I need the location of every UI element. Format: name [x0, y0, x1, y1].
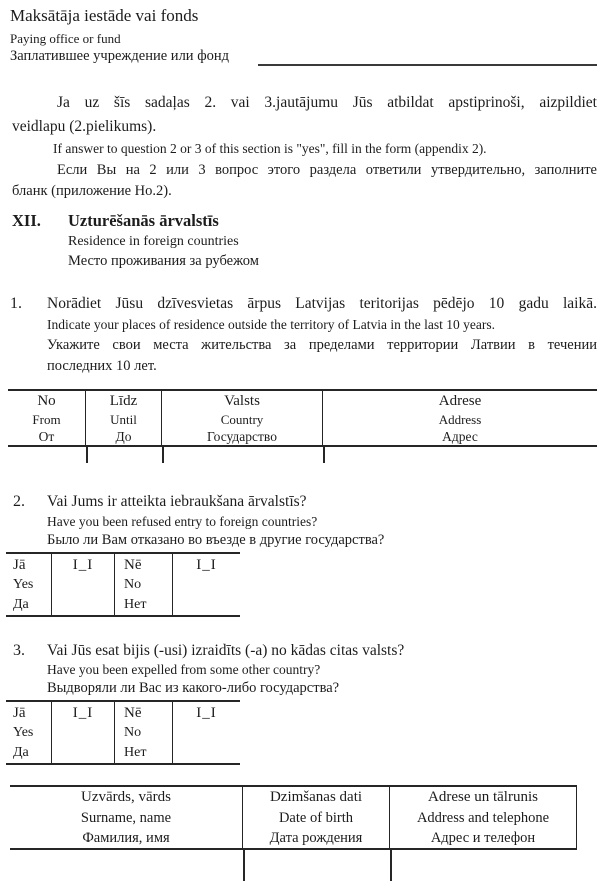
question-2-text-en: Have you been refused entry to foreign countries? — [47, 514, 318, 529]
yes-label-lv: Jā — [13, 705, 26, 721]
q3-no-label-cell — [115, 702, 173, 763]
col-addr-en: Address and telephone — [416, 810, 550, 826]
persons-col-address — [390, 787, 576, 848]
col-name-lv: Uzvārds, vārds — [81, 789, 171, 805]
checkbox-mark: I_I — [196, 557, 217, 573]
col-from-lv: No — [37, 393, 56, 409]
no-label-en: No — [124, 725, 142, 740]
yes-label-en: Yes — [13, 725, 34, 740]
payer-label-ru: Заплатившее учреждение или фонд — [10, 48, 229, 64]
col-address-en: Address — [438, 412, 482, 427]
no-label-ru: Нет — [124, 745, 147, 760]
col-name-en: Surname, name — [80, 810, 172, 826]
q3-yes-checkbox[interactable] — [52, 702, 115, 763]
question-2-text-ru: Было ли Вам отказано во въезде в другие государства? — [47, 532, 385, 548]
checkbox-mark: I_I — [72, 705, 94, 721]
no-label-lv: Nē — [124, 705, 142, 721]
col-birth-en: Date of birth — [278, 810, 354, 826]
persons-col-birth — [243, 787, 390, 848]
q2-yes-label-cell — [6, 554, 52, 615]
col-country-ru: Государство — [207, 429, 277, 444]
question-1-text-lv: Norādiet Jūsu dzīvesvietas ārpus Latvijas teritorijas pēdējo 10 gadu laikā. — [47, 295, 597, 312]
col-birth-ru: Дата рождения — [269, 830, 363, 846]
q2-yes-checkbox[interactable] — [52, 554, 115, 615]
persons-col-name — [10, 787, 243, 848]
col-until-lv: Līdz — [109, 393, 138, 409]
no-label-lv: Nē — [124, 557, 142, 573]
col-addr-lv: Adrese un tālrunis — [428, 789, 538, 805]
yes-label-lv: Jā — [13, 557, 26, 573]
question-1-text-ru-1: Укажите свои места жительства за пределами территории Латвии в течении — [47, 337, 597, 353]
question-1-text-ru-2: последних 10 лет. — [47, 358, 157, 374]
no-label-ru: Нет — [124, 597, 147, 612]
q3-answer-table — [6, 700, 240, 765]
residence-col-from — [8, 391, 86, 445]
col-name-ru: Фамилия, имя — [82, 830, 170, 846]
question-3-text-ru: Выдворяли ли Вас из какого-либо государства? — [47, 680, 340, 696]
note-line-en: If answer to question 2 or 3 of this section is "yes", fill in the form (appendix 2). — [53, 141, 487, 156]
q2-no-label-cell — [115, 554, 173, 615]
question-2-text-lv: Vai Jums ir atteikta iebraukšana ārvalstīs? — [47, 493, 307, 510]
q3-no-checkbox[interactable] — [173, 702, 240, 763]
col-country-lv: Valsts — [224, 393, 260, 409]
col-from-en: From — [32, 412, 61, 427]
residence-col-until — [86, 391, 162, 445]
question-1-text-en: Indicate your places of residence outside the territory of Latvia in the last 10 years. — [47, 317, 495, 332]
note-line-ru-2: бланк (приложение Но.2). — [12, 183, 172, 199]
no-label-en: No — [124, 577, 142, 592]
payer-label-en: Paying office or fund — [10, 31, 121, 46]
yes-label-ru: Да — [13, 597, 29, 612]
note-line-lv-1: Ja uz šīs sadaļas 2. vai 3.jautājumu Jūs atbildat apstiprinoši, aizpildiet — [57, 94, 597, 111]
residence-col-country — [162, 391, 323, 445]
note-line-lv-2: veidlapu (2.pielikums). — [12, 118, 157, 135]
section-number: XII. — [12, 211, 41, 230]
checkbox-mark: I_I — [72, 557, 94, 573]
question-1-number: 1. — [10, 295, 22, 312]
persons-table — [10, 785, 577, 850]
section-title-en: Residence in foreign countries — [68, 234, 239, 249]
checkbox-mark: I_I — [196, 705, 217, 721]
question-3-text-en: Have you been expelled from some other country? — [47, 662, 321, 677]
col-address-lv: Adrese — [438, 393, 482, 409]
yes-label-ru: Да — [13, 745, 29, 760]
col-from-ru: От — [38, 429, 55, 444]
q3-yes-label-cell — [6, 702, 52, 763]
payer-label-lv: Maksātāja iestāde vai fonds — [10, 6, 199, 25]
persons-table-empty-row[interactable] — [10, 850, 577, 881]
section-title-lv: Uzturēšanās ārvalstīs — [68, 211, 219, 230]
question-3-text-lv: Vai Jūs esat bijis (-usi) izraidīts (-a) no kādas citas valsts? — [47, 642, 405, 659]
question-3-number: 3. — [13, 642, 25, 659]
residence-table-empty-row[interactable] — [8, 447, 597, 463]
q2-answer-table — [6, 552, 240, 617]
col-address-ru: Адрес — [442, 429, 478, 444]
section-title-ru: Место проживания за рубежом — [68, 253, 259, 269]
paying-office-fill-line[interactable] — [258, 64, 597, 66]
q2-no-checkbox[interactable] — [173, 554, 240, 615]
col-addr-ru: Адрес и телефон — [430, 830, 536, 846]
col-birth-lv: Dzimšanas dati — [269, 789, 363, 805]
col-country-en: Country — [220, 412, 264, 427]
question-2-number: 2. — [13, 493, 25, 510]
residence-table — [8, 389, 597, 447]
residence-col-address — [323, 391, 597, 445]
yes-label-en: Yes — [13, 577, 34, 592]
note-line-ru-1: Если Вы на 2 или 3 вопрос этого раздела ответили утвердительно, заполните — [57, 162, 597, 178]
col-until-ru: До — [115, 429, 132, 444]
col-until-en: Until — [110, 412, 137, 427]
